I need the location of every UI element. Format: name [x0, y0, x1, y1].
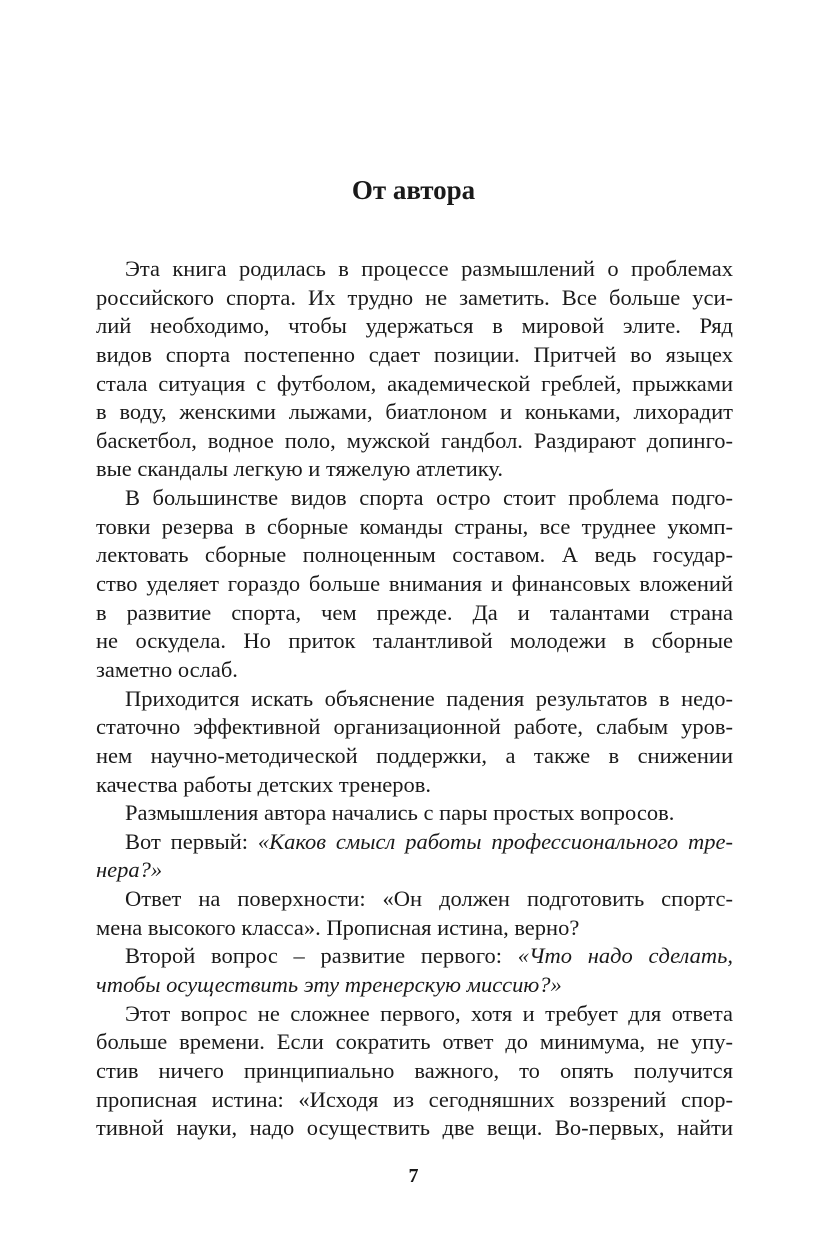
text-line [96, 570, 733, 599]
text-line [96, 427, 733, 456]
line-text: товки резерва в сборные команды страны, все труднее укомп- [96, 513, 733, 539]
text-line [96, 1086, 733, 1115]
text-line [96, 513, 733, 542]
line-text: Второй вопрос – развитие первого: [125, 943, 518, 969]
text-line [96, 341, 733, 370]
line-text: вые скандалы легкую и тяжелую атлетику. [96, 456, 503, 482]
text-line [96, 742, 733, 771]
text-line [96, 541, 733, 570]
text-line [96, 1057, 733, 1086]
text-line [96, 255, 733, 284]
text-line [96, 484, 733, 513]
chapter-title: От автора [351, 175, 476, 205]
body-text [96, 255, 733, 1143]
line-text: В большинстве видов спорта остро стоит проблема подго- [125, 485, 733, 511]
line-text: российского спорта. Их трудно не заметить. Все больше уси- [96, 284, 733, 310]
text-line [96, 685, 733, 714]
text-line [96, 1000, 733, 1029]
line-text: лий необходимо, чтобы удержаться в мировой элите. Ряд [96, 313, 733, 339]
line-text: стив ничего принципиально важного, то опять получится [96, 1057, 733, 1083]
text-line [96, 771, 733, 800]
text-line [96, 370, 733, 399]
line-italic-text: нера?» [96, 857, 163, 883]
text-line [96, 885, 733, 914]
line-text: видов спорта постепенно сдает позиции. Притчей во языцех [96, 341, 733, 367]
line-italic-text: «Что надо сделать, [517, 943, 733, 969]
text-line [96, 627, 733, 656]
text-line [96, 856, 733, 885]
line-text: статочно эффективной организационной работе, слабым уров- [96, 714, 733, 740]
text-line [96, 312, 733, 341]
text-line [96, 1028, 733, 1057]
line-italic-text: «Каков смысл работы профессионального тре- [257, 828, 733, 854]
text-line [96, 455, 733, 484]
text-line [96, 914, 733, 943]
text-line [96, 1114, 733, 1143]
line-text: ство уделяет гораздо больше внимания и финансовых вложений [96, 571, 733, 597]
line-text: заметно ослаб. [96, 656, 238, 682]
line-text: в развитие спорта, чем прежде. Да и талантами страна [96, 599, 733, 625]
page-number: 7 [408, 1165, 419, 1187]
text-line [96, 942, 733, 971]
line-text: качества работы детских тренеров. [96, 771, 432, 797]
line-text: баскетбол, водное поло, мужской гандбол. Раздирают допинго- [96, 427, 733, 453]
text-line [96, 713, 733, 742]
line-text: лектовать сборные полноценным составом. А ведь государ- [96, 542, 733, 568]
text-line [96, 656, 733, 685]
text-line [96, 799, 733, 828]
line-text: Размышления автора начались с пары простых вопросов. [125, 800, 675, 826]
text-line [96, 398, 733, 427]
text-line [96, 828, 733, 857]
line-text: прописная истина: «Исходя из сегодняшних воззрений спор- [96, 1086, 733, 1112]
line-text: Эта книга родилась в процессе размышлений о проблемах [125, 256, 733, 281]
text-line [96, 971, 733, 1000]
line-text: тивной науки, надо осуществить две вещи. Во-первых, найти [96, 1115, 733, 1141]
text-line [96, 599, 733, 628]
text-line [96, 284, 733, 313]
line-text: в воду, женскими лыжами, биатлоном и коньками, лихорадит [96, 399, 733, 425]
line-text: Этот вопрос не сложнее первого, хотя и требует для ответа [125, 1000, 733, 1026]
line-text: не оскудела. Но приток талантливой молодежи в сборные [96, 628, 733, 654]
line-text: Вот первый: [125, 828, 258, 854]
line-text: нем научно-методической поддержки, а также в снижении [96, 742, 733, 768]
line-text: больше времени. Если сократить ответ до минимума, не упу- [96, 1029, 733, 1055]
line-italic-text: чтобы осуществить эту тренерскую миссию?» [96, 972, 562, 998]
line-text: стала ситуация с футболом, академической греблей, прыжками [96, 370, 733, 396]
line-text: мена высокого класса». Прописная истина, верно? [96, 914, 580, 940]
line-text: Приходится искать объяснение падения результатов в недо- [125, 685, 733, 711]
line-text: Ответ на поверхности: «Он должен подготовить спортс- [125, 886, 733, 912]
